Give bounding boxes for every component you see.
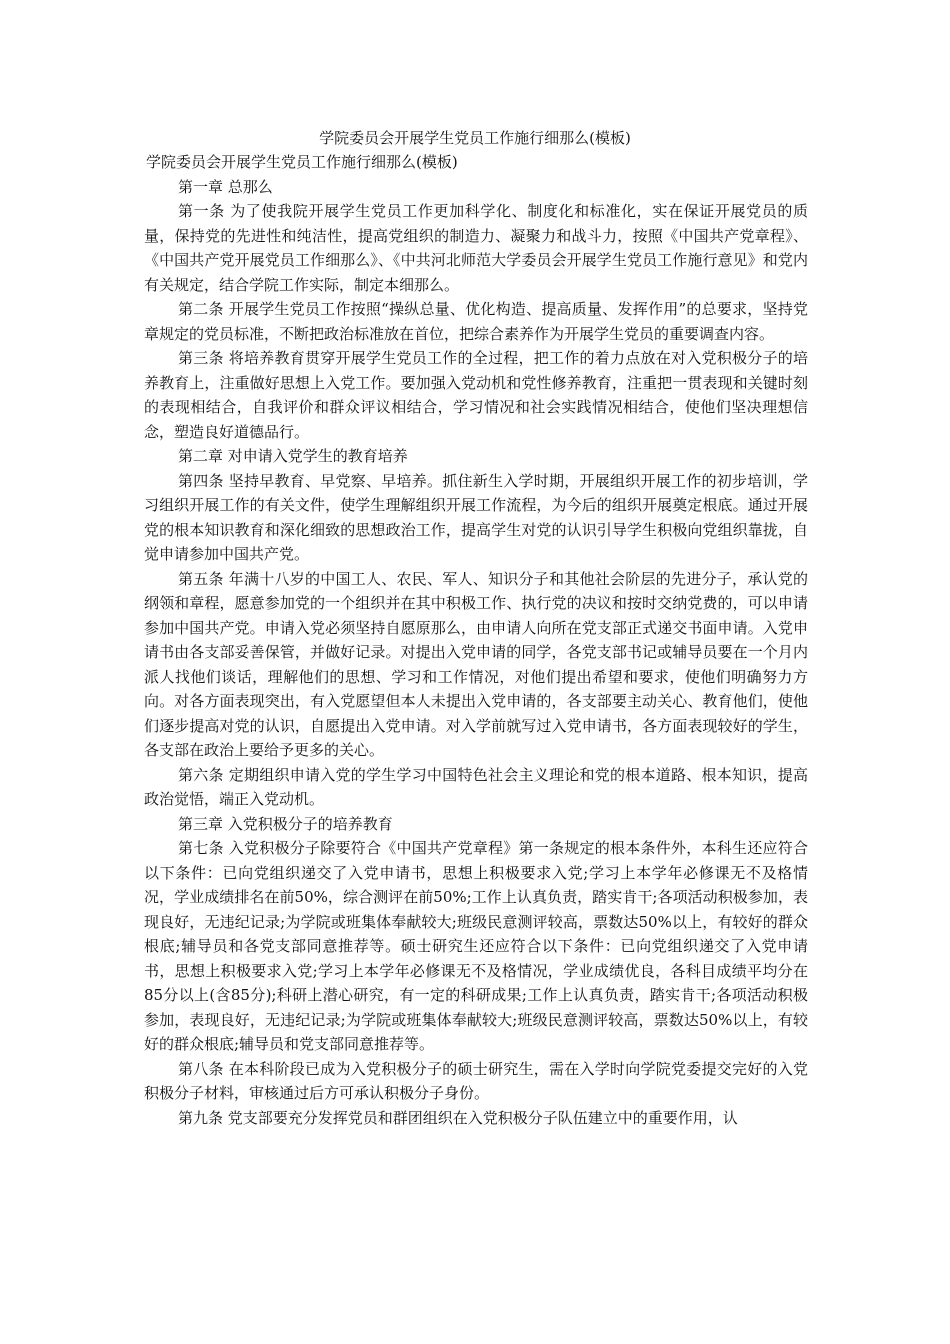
chapter-heading: 第二章 对申请入党学生的教育培养	[178, 447, 408, 465]
article-paragraph: 第一条 为了使我院开展学生党员工作更加科学化、制度化和标准化，实在保证开展党员的质量，保持党的先进性和纯洁性，提高党组织的制造力、凝聚力和战斗力，按照《中国共产党章程》、《中国共产党开展党员工作细那么》、《中共河北师范大学委员会开展学生党员工作施行意见》和党内有关规定，结合学院工作实际，制定本细那么。	[144, 202, 808, 294]
article-paragraph: 第二条 开展学生党员工作按照“操纵总量、优化构造、提高质量、发挥作用”的总要求，坚持党章规定的党员标准，不断把政治标准放在首位，把综合素养作为开展学生党员的重要调查内容。	[144, 300, 808, 343]
chapter-heading: 第三章 入党积极分子的培养教育	[178, 814, 393, 833]
article-paragraph: 第六条 定期组织申请入党的学生学习中国特色社会主义理论和党的根本道路、根本知识，提高政治觉悟，端正入党动机。	[144, 765, 808, 808]
article-paragraph: 第八条 在本科阶段已成为入党积极分子的硕士研究生，需在入学时向学院党委提交完好的入党积极分子材料，审核通过后方可承认积极分子身份。	[144, 1059, 808, 1102]
chapter-heading: 第一章 总那么	[178, 177, 273, 196]
article-paragraph: 第七条 入党积极分子除要符合《中国共产党章程》第一条规定的根本条件外，本科生还应符合以下条件：已向党组织递交了入党申请书，思想上积极要求入党;学习上本学年必修课无不及格情况，学业成绩排名在前50%，综合测评在前50%;工作上认真负责，踏实肯干;各项活动积极参加，表现良好，无违纪记录;为学院或班集体奉献较大;班级民意测评较高，票数达50%以上，有较好的群众根底;辅导员和各党支部同意推荐等。硕士研究生还应符合以下条件：已向党组织递交了入党申请书，思想上积极要求入党;学习上本学年必修课无不及格情况，学业成绩优良，各科目成绩平均分在85分以上(含85分);科研上潜心研究，有一定的科研成果;工作上认真负责，踏实肯干;各项活动积极参加，表现良好，无违纪记录;为学院或班集体奉献较大;班级民意测评较高，票数达50%以上，有较好的群众根底;辅导员和党支部同意推荐等。	[144, 839, 808, 1053]
document-body	[144, 150, 808, 1130]
document-title: 学院委员会开展学生党员工作施行细那么(模板)	[319, 129, 631, 147]
article-paragraph: 第九条 党支部要充分发挥党员和群团组织在入党积极分子队伍建立中的重要作用，认	[178, 1108, 738, 1127]
document-subtitle: 学院委员会开展学生党员工作施行细那么(模板)	[146, 153, 458, 171]
article-paragraph: 第四条 坚持早教育、早党察、早培养。抓住新生入学时期，开展组织开展工作的初步培训，学习组织开展工作的有关文件，使学生理解组织开展工作流程，为今后的组织开展奠定根底。通过开展党的根本知识教育和深化细致的思想政治工作，提高学生对党的认识引导学生积极向党组织靠拢，自觉申请参加中国共产党。	[144, 471, 808, 563]
article-paragraph: 第三条 将培养教育贯穿开展学生党员工作的全过程，把工作的着力点放在对入党积极分子的培养教育上，注重做好思想上入党工作。要加强入党动机和党性修养教育，注重把一贯表现和关键时刻的表现相结合，自我评价和群众评议相结合，学习情况和社会实践情况相结合，使他们坚决理想信念，塑造良好道德品行。	[144, 349, 808, 441]
article-paragraph: 第五条 年满十八岁的中国工人、农民、军人、知识分子和其他社会阶层的先进分子，承认党的纲领和章程，愿意参加党的一个组织并在其中积极工作、执行党的决议和按时交纳党费的，可以申请参加中国共产党。申请入党必须坚持自愿原那么，由申请人向所在党支部正式递交书面申请。入党申请书由各支部妥善保管，并做好记录。对提出入党申请的同学，各党支部书记或辅导员要在一个月内派人找他们谈话，理解他们的思想、学习和工作情况，对他们提出希望和要求，使他们明确努力方向。对各方面表现突出，有入党愿望但本人未提出入党申请的，各支部要主动关心、教育他们，使他们逐步提高对党的认识，自愿提出入党申请。对入学前就写过入党申请书，各方面表现较好的学生，各支部在政治上要给予更多的关心。	[144, 569, 808, 759]
